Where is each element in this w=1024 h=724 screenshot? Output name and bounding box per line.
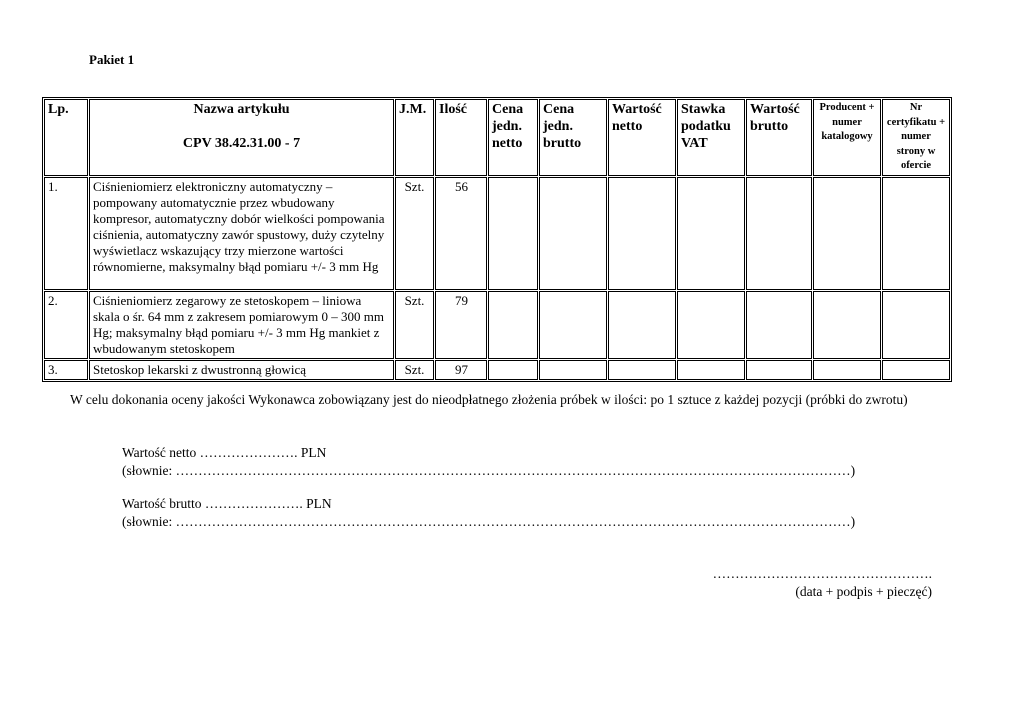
row-value-net	[608, 177, 676, 290]
header-item-name	[89, 99, 394, 176]
row-lp: 3.	[44, 360, 88, 380]
package-title: Pakiet 1	[89, 52, 135, 67]
table-header-row	[44, 99, 950, 176]
samples-note: W celu dokonania oceny jakości Wykonawca zobowiązany jest do nieodpłatnego złożenia próbek w ilości: po 1 sztuce z każdej pozycji (próbki do zwrotu)	[70, 392, 908, 407]
header-unit-price-net: Cena jedn. netto	[488, 99, 538, 176]
row-quantity: 97	[435, 360, 487, 380]
signature-dots: ………………………………………….	[712, 566, 932, 581]
row-unit-price-gross	[539, 177, 607, 290]
table-row	[44, 177, 950, 290]
pricing-table	[42, 97, 952, 382]
net-value-line: Wartość netto …………………. PLN	[122, 445, 327, 460]
row-producer	[813, 360, 881, 380]
table-row	[44, 291, 950, 359]
row-vat-rate	[677, 291, 745, 359]
header-lp: Lp.	[44, 99, 88, 176]
row-certificate	[882, 177, 950, 290]
gross-value-line: Wartość brutto …………………. PLN	[122, 496, 332, 511]
row-unit: Szt.	[395, 360, 434, 380]
row-value-net	[608, 360, 676, 380]
row-quantity: 79	[435, 291, 487, 359]
row-lp: 2.	[44, 291, 88, 359]
header-quantity: Ilość	[435, 99, 487, 176]
signature-block	[713, 565, 932, 601]
signature-caption: (data + podpis + pieczęć)	[795, 584, 932, 599]
row-unit-price-net	[488, 360, 538, 380]
header-item-name-label: Nazwa artykułu	[193, 102, 290, 117]
row-unit-price-gross	[539, 291, 607, 359]
row-unit: Szt.	[395, 291, 434, 359]
row-quantity: 56	[435, 177, 487, 290]
row-unit: Szt.	[395, 177, 434, 290]
row-certificate	[882, 360, 950, 380]
row-item-name: Ciśnieniomierz elektroniczny automatyczny – pompowany automatycznie przez wbudowany kompresor, automatyczny dobór wielkości pompowania ciśnienia, automatyczny zawór spustowy, duży czytelny wyświetlacz wskazujący trzy mierzone wartości równomierne, maksymalny błąd pomiaru +/- 3 mm Hg	[89, 177, 394, 290]
header-value-net: Wartość netto	[608, 99, 676, 176]
row-lp: 1.	[44, 177, 88, 290]
header-value-gross: Wartość brutto	[746, 99, 812, 176]
row-value-gross	[746, 360, 812, 380]
header-unit-price-gross: Cena jedn. brutto	[539, 99, 607, 176]
row-item-name: Stetoskop lekarski z dwustronną głowicą	[89, 360, 394, 380]
header-certificate: Nr certyfikatu + numer strony w ofercie	[882, 99, 950, 176]
table-row	[44, 360, 950, 380]
row-certificate	[882, 291, 950, 359]
header-producer: Producent + numer katalogowy	[813, 99, 881, 176]
header-vat-rate: Stawka podatku VAT	[677, 99, 745, 176]
gross-value-words: (słownie: ……………………………………………………………………………………………………………………………………)	[122, 514, 856, 529]
net-value-words: (słownie: ……………………………………………………………………………………………………………………………………)	[122, 463, 856, 478]
row-vat-rate	[677, 360, 745, 380]
row-value-net	[608, 291, 676, 359]
row-unit-price-gross	[539, 360, 607, 380]
row-producer	[813, 291, 881, 359]
row-unit-price-net	[488, 291, 538, 359]
row-item-name: Ciśnieniomierz zegarowy ze stetoskopem – liniowa skala o śr. 64 mm z zakresem pomiarowym 0 – 300 mm Hg; maksymalny błąd pomiaru +/- 3 mm Hg mankiet z wbudowanym stetoskopem	[89, 291, 394, 359]
row-producer	[813, 177, 881, 290]
row-value-gross	[746, 177, 812, 290]
header-cpv-code: CPV 38.42.31.00 - 7	[182, 136, 301, 151]
row-vat-rate	[677, 177, 745, 290]
row-unit-price-net	[488, 177, 538, 290]
header-unit: J.M.	[395, 99, 434, 176]
row-value-gross	[746, 291, 812, 359]
